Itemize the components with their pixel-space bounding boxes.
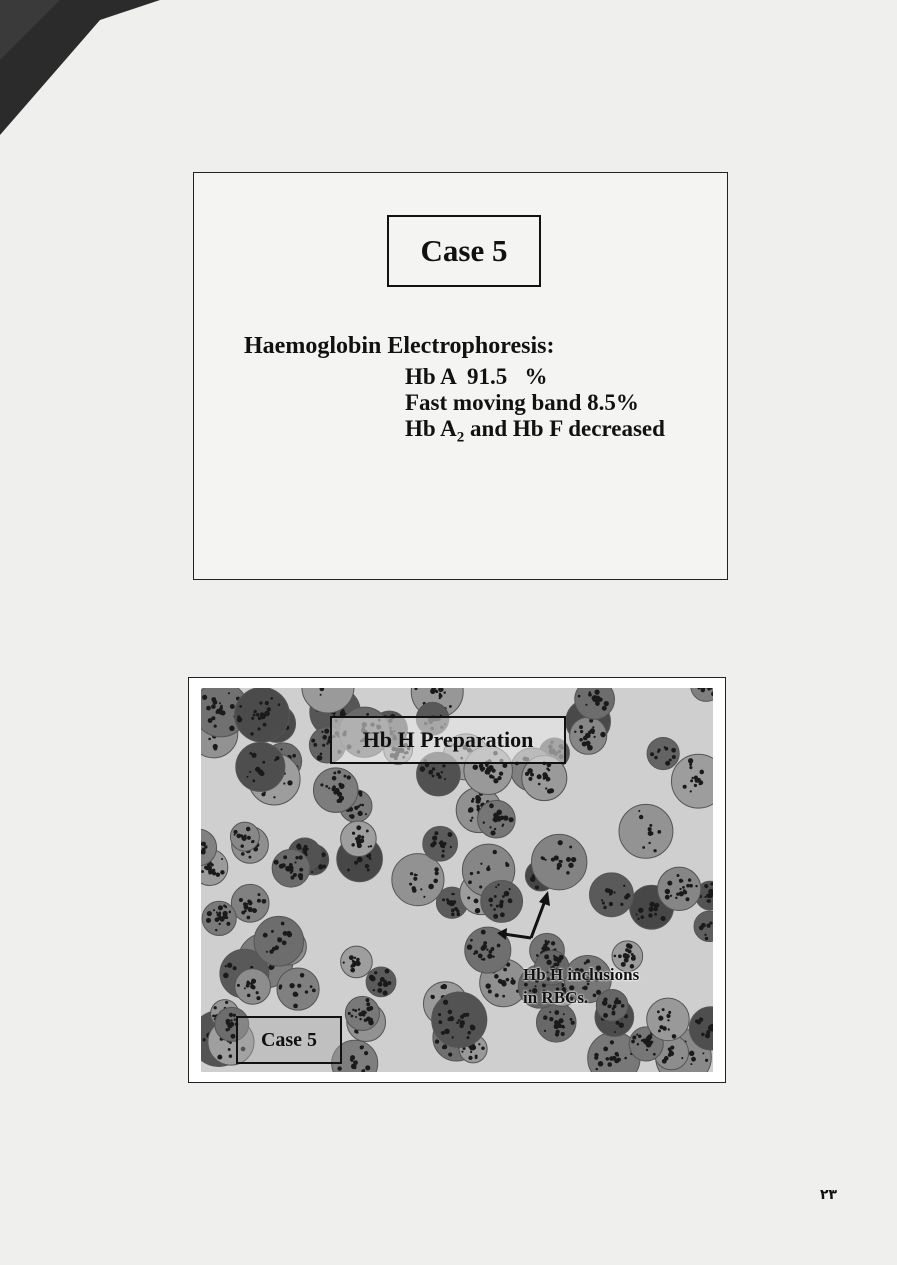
inclusion-annotation: Hb H inclusions in RBCs. <box>523 965 640 1007</box>
slide-case-summary <box>193 172 728 580</box>
case-label: Case 5 <box>236 1016 342 1064</box>
slide-title: Case 5 <box>387 215 541 287</box>
result-fast-band: Fast moving band 8.5% <box>405 390 639 415</box>
micrograph-title: Hb H Preparation <box>330 716 566 764</box>
result-hba: Hb A 91.5 % <box>405 364 548 389</box>
micrograph-image <box>201 688 713 1072</box>
result-hba2-hbf: Hb $A_2$ and Hb F decreased <box>405 416 665 446</box>
page-number: ٢٣ <box>820 1187 838 1203</box>
slide-hbh-preparation <box>188 677 726 1083</box>
arrows-overlay <box>201 688 713 1072</box>
page-corner-shadow <box>0 0 180 140</box>
electrophoresis-results <box>405 364 665 451</box>
electrophoresis-heading: Haemoglobin Electrophoresis: <box>244 333 555 359</box>
